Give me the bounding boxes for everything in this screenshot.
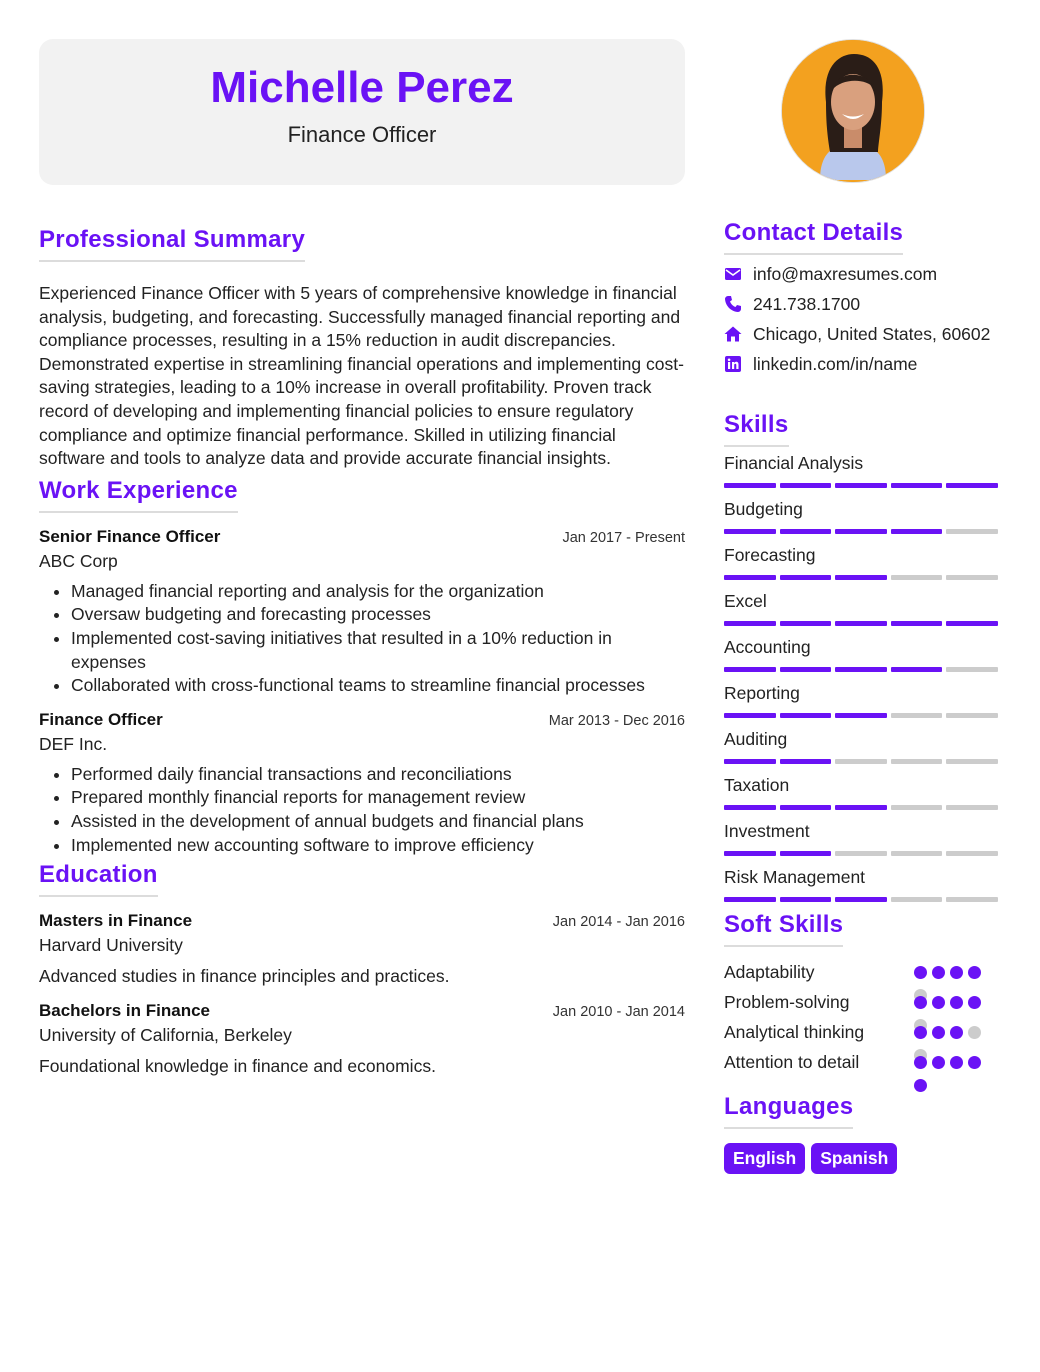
education-section <box>39 861 685 1077</box>
home-icon <box>724 325 742 343</box>
skill-level-segment <box>780 667 832 672</box>
candidate-title: Finance Officer <box>287 122 437 147</box>
contact-heading: Contact Details <box>724 219 903 255</box>
skill-level-segment <box>780 851 832 856</box>
rating-dot <box>914 996 927 1009</box>
skill-level-segment <box>891 667 943 672</box>
rating-dot <box>914 966 927 979</box>
school: Harvard University <box>39 935 183 956</box>
skill-name: Budgeting <box>724 499 803 519</box>
soft-skill-name: Attention to detail <box>724 1051 860 1072</box>
skill-level-segment <box>946 529 998 534</box>
skill-level-bar <box>724 667 1000 672</box>
skill-item <box>724 681 1000 718</box>
skill-level-segment <box>780 575 832 580</box>
degree: Masters in Finance <box>39 911 193 931</box>
job-bullet: • Assisted in the development of annual budgets and financial plans <box>71 810 685 834</box>
soft-skill-item <box>724 987 1000 1017</box>
rating-dot <box>914 1026 927 1039</box>
skill-level-segment <box>891 851 943 856</box>
skill-name: Investment <box>724 821 810 841</box>
rating-dot <box>968 996 981 1009</box>
skill-level-segment <box>724 575 776 580</box>
skills-section <box>724 411 1000 902</box>
education-entry <box>39 911 685 987</box>
linkedin-icon <box>724 355 742 373</box>
skill-level-segment <box>891 621 943 626</box>
job-bullet: • Prepared monthly financial reports for management review <box>71 786 685 810</box>
summary-heading: Professional Summary <box>39 226 305 262</box>
skill-level-bar <box>724 713 1000 718</box>
skill-item <box>724 865 1000 902</box>
skill-name: Risk Management <box>724 867 866 887</box>
contact-email[interactable] <box>724 263 1000 285</box>
language-tag: English <box>724 1143 805 1174</box>
job-bullet: • Managed financial reporting and analysis for the organization <box>71 580 685 604</box>
skill-level-segment <box>780 621 832 626</box>
profile-photo <box>781 39 925 183</box>
skill-level-segment <box>946 713 998 718</box>
mail-icon <box>724 265 742 283</box>
skill-level-segment <box>835 483 887 488</box>
job-entry <box>39 710 685 857</box>
skill-item <box>724 635 1000 672</box>
skill-name: Auditing <box>724 729 788 749</box>
job-entry <box>39 527 685 698</box>
skill-name: Forecasting <box>724 545 816 565</box>
skill-level-segment <box>835 529 887 534</box>
language-tags <box>724 1143 1000 1174</box>
education-desc: Foundational knowledge in finance and economics. <box>39 1056 436 1077</box>
education-entry <box>39 1001 685 1077</box>
contact-section <box>724 219 1000 375</box>
soft-skill-item <box>724 1047 1000 1077</box>
skill-level-segment <box>891 713 943 718</box>
skill-level-segment <box>946 621 998 626</box>
soft-skill-name: Adaptability <box>724 961 815 982</box>
skill-level-bar <box>724 897 1000 902</box>
skill-level-segment <box>835 759 887 764</box>
skill-item <box>724 773 1000 810</box>
rating-dot <box>968 966 981 979</box>
skill-level-segment <box>724 621 776 626</box>
soft-skill-rating <box>914 1056 1000 1069</box>
skill-level-segment <box>724 805 776 810</box>
skill-level-bar <box>724 851 1000 856</box>
skill-level-segment <box>724 529 776 534</box>
rating-dot <box>950 1056 963 1069</box>
rating-dot <box>932 996 945 1009</box>
skill-level-segment <box>891 529 943 534</box>
skill-level-segment <box>891 805 943 810</box>
skill-level-segment <box>946 805 998 810</box>
education-date: Jan 2014 - Jan 2016 <box>552 914 685 931</box>
experience-section <box>39 477 685 857</box>
skills-list <box>724 451 1000 902</box>
education-heading: Education <box>39 861 158 897</box>
summary-section <box>39 226 685 471</box>
address-text: Chicago, United States, 60602 <box>753 323 991 344</box>
skill-level-segment <box>835 805 887 810</box>
skill-level-bar <box>724 759 1000 764</box>
job-bullet: • Implemented new accounting software to improve efficiency <box>71 834 685 858</box>
skill-name: Accounting <box>724 637 811 657</box>
rating-dot <box>950 966 963 979</box>
soft-skill-item <box>724 957 1000 987</box>
skill-level-segment <box>891 897 943 902</box>
languages-section <box>724 1093 1000 1174</box>
job-company: DEF Inc. <box>39 733 108 754</box>
rating-dot <box>968 1056 981 1069</box>
skill-level-segment <box>780 529 832 534</box>
job-date: Jan 2017 - Present <box>562 529 685 546</box>
skill-level-bar <box>724 805 1000 810</box>
skill-level-segment <box>946 575 998 580</box>
skill-level-segment <box>724 897 776 902</box>
rating-dot <box>950 996 963 1009</box>
languages-heading: Languages <box>724 1093 853 1129</box>
skill-name: Excel <box>724 591 767 611</box>
job-title: Senior Finance Officer <box>39 526 221 546</box>
skill-level-segment <box>835 621 887 626</box>
phone-icon <box>724 295 742 313</box>
header-card <box>39 39 685 185</box>
skill-level-bar <box>724 621 1000 626</box>
skill-level-segment <box>891 759 943 764</box>
skill-level-segment <box>835 713 887 718</box>
skill-level-segment <box>724 851 776 856</box>
email-text: info@maxresumes.com <box>753 263 938 284</box>
job-bullet: • Collaborated with cross-functional teams to streamline financial processes <box>71 674 685 698</box>
skill-level-segment <box>780 805 832 810</box>
soft-skills-list <box>724 957 1000 1077</box>
school: University of California, Berkeley <box>39 1025 292 1046</box>
soft-skill-name: Analytical thinking <box>724 1021 865 1042</box>
skill-level-bar <box>724 529 1000 534</box>
skill-level-segment <box>724 713 776 718</box>
soft-skill-rating <box>914 996 1000 1009</box>
skill-level-bar <box>724 483 1000 488</box>
skill-level-segment <box>946 897 998 902</box>
contact-phone[interactable] <box>724 293 1000 315</box>
skill-level-segment <box>780 897 832 902</box>
soft-skill-item <box>724 1017 1000 1047</box>
skill-name: Reporting <box>724 683 800 703</box>
skill-name: Financial Analysis <box>724 453 864 473</box>
person-silhouette-icon <box>782 40 924 182</box>
main-column <box>39 39 685 1077</box>
skill-level-bar <box>724 575 1000 580</box>
job-bullets <box>39 763 685 857</box>
phone-text: 241.738.1700 <box>753 293 861 314</box>
skill-level-segment <box>891 575 943 580</box>
skill-level-segment <box>946 483 998 488</box>
contact-linkedin[interactable] <box>724 353 1000 375</box>
soft-skill-rating <box>914 966 1000 979</box>
skill-level-segment <box>891 483 943 488</box>
rating-dot <box>914 1079 927 1092</box>
skill-item <box>724 589 1000 626</box>
soft-skills-section <box>724 911 1000 1077</box>
skill-level-segment <box>780 483 832 488</box>
skill-item <box>724 451 1000 488</box>
job-title: Finance Officer <box>39 709 163 729</box>
job-bullet: • Implemented cost-saving initiatives that resulted in a 10% reduction in expenses <box>71 627 685 674</box>
summary-text: Experienced Finance Officer with 5 years of comprehensive knowledge in financial analysis, budgeting, and forecasting. Successfully managed financial reporting and compliance processes, resulting in a 15% reduction in audit discrepancies. Demonstrated expertise in streamlining financial operations and implementing cost-saving strategies, leading to a 10% increase in overall profitability. Proven track record of developing and implementing financial policies to ensure regulatory compliance and optimize financial performance. Skilled in utilizing financial software and tools to analyze data and provide accurate financial insights. <box>39 283 684 469</box>
rating-dot <box>932 966 945 979</box>
skill-level-segment <box>724 759 776 764</box>
skill-name: Taxation <box>724 775 790 795</box>
skill-level-segment <box>835 851 887 856</box>
skill-level-segment <box>946 759 998 764</box>
rating-dot <box>914 1056 927 1069</box>
skill-item <box>724 819 1000 856</box>
skills-heading: Skills <box>724 411 789 447</box>
skill-item <box>724 497 1000 534</box>
skill-level-segment <box>946 667 998 672</box>
contact-address <box>724 323 1000 345</box>
skill-level-segment <box>835 575 887 580</box>
skill-level-segment <box>724 667 776 672</box>
soft-skill-rating <box>914 1026 1000 1039</box>
rating-dot <box>968 1026 981 1039</box>
skill-item <box>724 727 1000 764</box>
candidate-name: Michelle Perez <box>210 63 514 112</box>
job-company: ABC Corp <box>39 550 118 571</box>
soft-skills-heading: Soft Skills <box>724 911 843 947</box>
skill-level-segment <box>780 713 832 718</box>
skill-level-segment <box>946 851 998 856</box>
skill-level-segment <box>835 897 887 902</box>
skill-item <box>724 543 1000 580</box>
rating-dot <box>950 1026 963 1039</box>
sidebar-column <box>724 39 1000 1174</box>
education-date: Jan 2010 - Jan 2014 <box>552 1004 685 1021</box>
rating-dot <box>932 1056 945 1069</box>
job-date: Mar 2013 - Dec 2016 <box>548 712 685 729</box>
linkedin-text: linkedin.com/in/name <box>753 353 918 374</box>
experience-heading: Work Experience <box>39 477 238 513</box>
education-desc: Advanced studies in finance principles and practices. <box>39 966 450 987</box>
skill-level-segment <box>780 759 832 764</box>
rating-dot <box>932 1026 945 1039</box>
language-tag: Spanish <box>811 1143 897 1174</box>
skill-level-segment <box>835 667 887 672</box>
job-bullets <box>39 580 685 698</box>
job-bullet: • Oversaw budgeting and forecasting processes <box>71 603 685 627</box>
job-bullet: • Performed daily financial transactions and reconciliations <box>71 763 685 787</box>
soft-skill-name: Problem-solving <box>724 991 850 1012</box>
skill-level-segment <box>724 483 776 488</box>
degree: Bachelors in Finance <box>39 1001 210 1021</box>
